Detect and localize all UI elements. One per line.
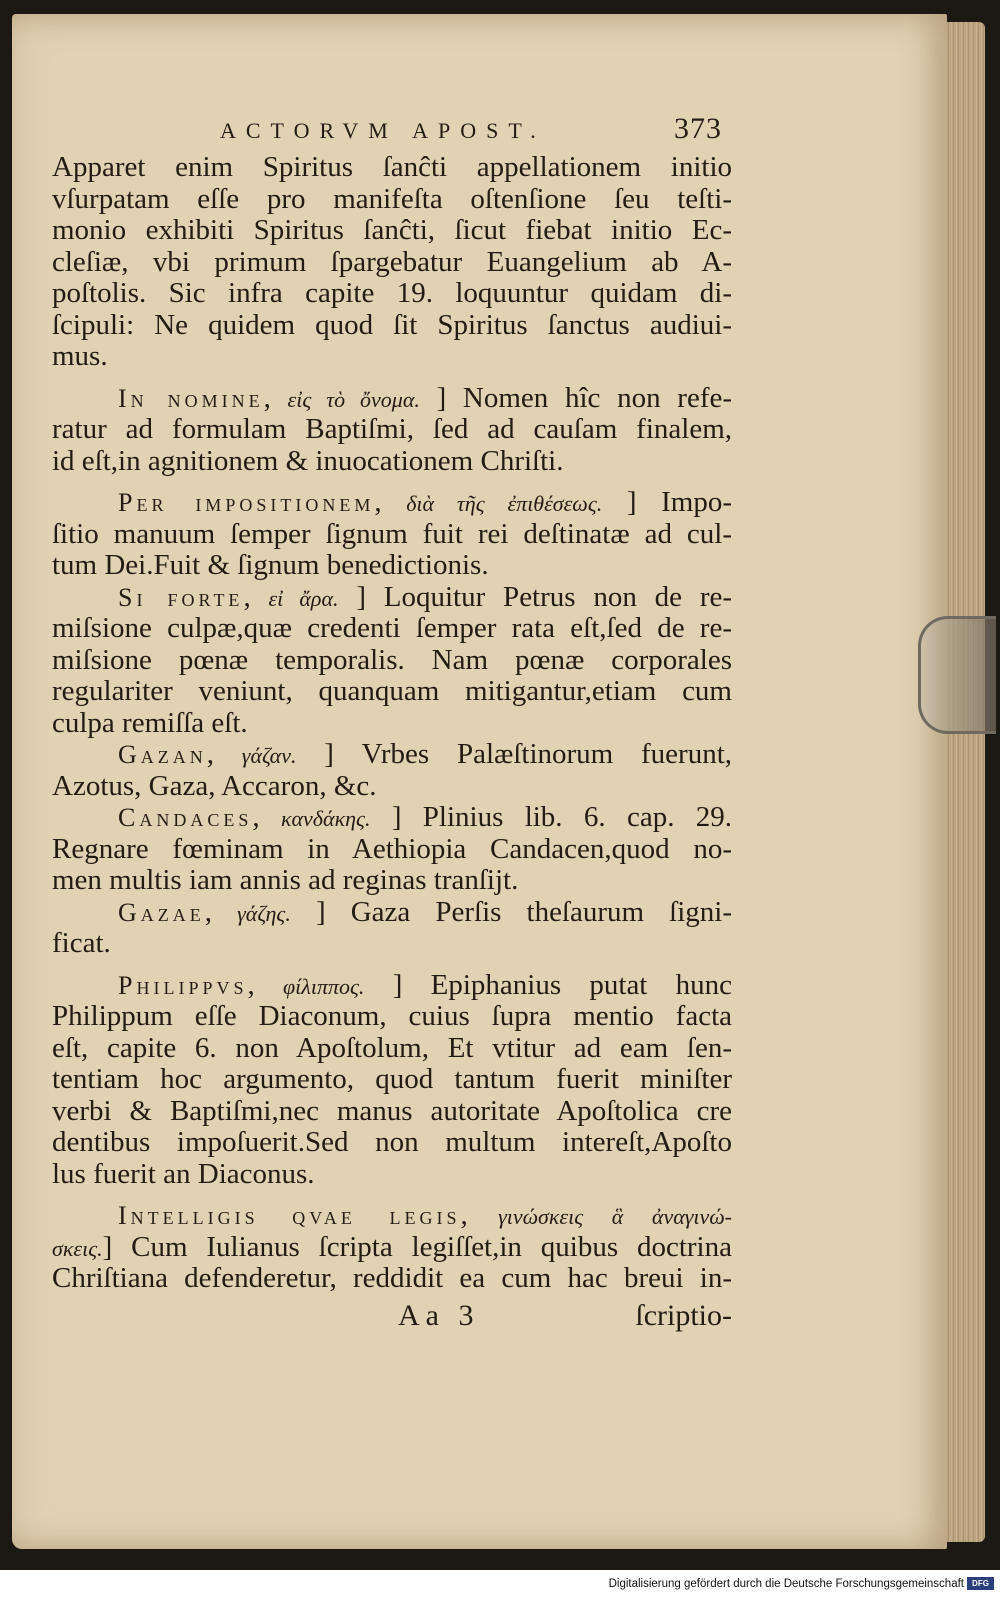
commentary-entry (52, 897, 732, 960)
greek-lemma: κανδάκης. (280, 806, 371, 831)
text-line: id eſt,in agnitionem & inuocationem Chriſti. (52, 444, 564, 477)
entry-first-line: In nomine, εἰς τὸ ὄνομα. ] Nomen hîc non refe- (118, 381, 733, 414)
text-line: eſt, capite 6. non Apoſtolum, Et vtitur ad eam ſen- (52, 1031, 732, 1064)
text-line: regulariter veniunt, quanquam mitigantur,etiam cum (52, 675, 732, 707)
greek-lemma: εἰς τὸ ὄνομα. (287, 386, 420, 412)
lemma: In nomine (118, 383, 264, 413)
signature-mark: Aa 3 (398, 1298, 480, 1332)
text-line: Chriſtiana defenderetur, reddidit ea cum hac breui in- (52, 1262, 732, 1294)
page-header (52, 112, 732, 152)
entry-first-line: Candaces, κανδάκης. ] Plinius lib. 6. cap. 29. (118, 801, 733, 833)
text-line: ſcipuli: Ne quidem quod ſit Spiritus ſanctus audiui- (52, 308, 732, 341)
lemma: Gazae (118, 897, 205, 927)
book-clasp (918, 616, 996, 734)
entry-first-line: Intelligis qvae legis, γινώσκεις ἃ ἀναγινώ- (118, 1199, 732, 1231)
lemma: Philippvs (118, 970, 248, 1000)
entry-text: ] Epiphanius putat hunc (392, 968, 733, 1001)
entry-text: ] Loquitur Petrus non de re- (356, 580, 733, 613)
greek-lemma: γινώσκεις ἃ ἀναγινώ- (498, 1204, 732, 1229)
credit-bar (0, 1570, 1000, 1598)
text-line: mus. (52, 340, 108, 372)
text-line: ſitio manuum ſemper ſignum fuit rei deſtinatæ ad cul- (52, 517, 732, 550)
text-line: tentiam hoc argumento, quod tantum fuerit miniſter (52, 1063, 732, 1095)
lemma: Gazan (118, 740, 207, 769)
text-line: Regnare fœminam in Aethiopia Candacen,quod no- (52, 832, 732, 865)
commentary-entry (52, 582, 732, 740)
text-line: miſsione culpæ,quæ credenti ſemper rata eſt,ſed de re- (52, 612, 732, 644)
greek-lemma: διὰ τῆς ἐπιθέσεως. (406, 491, 603, 516)
entry-text: ] Nomen hîc non refe- (436, 381, 733, 414)
running-title: ACTORVM APOST. (220, 118, 546, 143)
text-block (52, 112, 732, 1333)
text-line: dentibus impoſuerit.Sed non multum intereſt,Apoſto (52, 1126, 732, 1158)
entry-text: ] Plinius lib. 6. cap. 29. (391, 801, 733, 833)
text-line: lus fuerit an Diaconus. (52, 1157, 315, 1190)
credit-text: Digitalisierung gefördert durch die Deutsche Forschungsgemeinschaft (608, 1578, 964, 1590)
text-line: culpa remiſſa eſt. (52, 706, 248, 739)
entry-text: ] Vrbes Palæſtinorum fuerunt, (324, 738, 732, 770)
lemma: Si forte (118, 582, 244, 612)
entry-first-line: Gazae, γάζης. ] Gaza Perſis theſaurum ſigni- (118, 895, 732, 928)
text-line: vſurpatam eſſe pro manifeſta oſtenſione ſeu teſti- (52, 182, 732, 215)
text-line: men multis iam annis ad reginas tranſijt. (52, 864, 519, 896)
text-line: Apparet enim Spiritus ſanĉti appellationem initio (52, 151, 732, 183)
text-line: cleſiæ, vbi primum ſpargebatur Euangelium ab A- (52, 245, 732, 278)
dfg-logo: DFG (967, 1577, 994, 1590)
text-line: monio exhibiti Spiritus ſanĉti, ſicut fiebat initio Ec- (52, 214, 732, 246)
intro-paragraph (52, 152, 732, 373)
entry-second-line (52, 1232, 732, 1264)
entry-text: ] Gaza Perſis theſaurum ſigni- (315, 895, 732, 928)
entry-first-line: Philippvs, φίλιππος. ] Epiphanius putat hunc (118, 968, 733, 1001)
lemma: Intelligis qvae legis (118, 1201, 461, 1230)
text-line: verbi & Baptiſmi,nec manus autoritate Apoſtolica cre (52, 1094, 732, 1127)
entry-first-line: Si forte, εἰ ἄρα. ] Loquitur Petrus non de re- (118, 580, 733, 613)
book-fore-edge (945, 22, 985, 1542)
entry-first-line: Gazan, γάζαν. ] Vrbes Palæſtinorum fuerunt, (118, 738, 732, 770)
commentary-entry (52, 487, 732, 582)
greek-lemma: γάζης. (237, 900, 291, 926)
lemma: Candaces (118, 803, 253, 832)
commentary-entry (52, 970, 732, 1191)
entry-first-line: Per impositionem, διὰ τῆς ἐπιθέσεως. ] Impo- (118, 486, 733, 518)
greek-lemma: γάζαν. (241, 743, 297, 768)
lemma: Per impositionem (118, 488, 375, 517)
text-line: ficat. (52, 927, 111, 959)
page-number: 373 (674, 112, 722, 145)
greek-lemma: φίλιππος. (283, 973, 365, 999)
commentary-entry (52, 383, 732, 478)
entry-text: ] Cum Iulianus ſcripta legiſſet,in quibus doctrina (102, 1230, 732, 1263)
text-line: miſsione pœnæ temporalis. Nam pœnæ corporales (52, 643, 732, 676)
commentary-entry (52, 1200, 732, 1295)
text-line: poſtolis. Sic infra capite 19. loquuntur quidam di- (52, 277, 732, 309)
greek-lemma-cont: σκεις. (52, 1235, 103, 1261)
greek-lemma: εἰ ἄρα. (268, 585, 339, 611)
catchword: ſcriptio- (635, 1298, 732, 1332)
text-line: tum Dei.Fuit & ſignum benedictionis. (52, 549, 489, 581)
text-line: ratur ad formulam Baptiſmi, ſed ad cauſam finalem, (52, 413, 732, 445)
text-line: Azotus, Gaza, Accaron, &c. (52, 769, 377, 802)
page-footer (52, 1299, 732, 1333)
commentary-entry (52, 802, 732, 897)
text-line: Philippum eſſe Diaconum, cuius ſupra mentio facta (52, 1000, 732, 1032)
commentary-entry (52, 739, 732, 802)
entry-text: ] Impo- (626, 486, 733, 518)
